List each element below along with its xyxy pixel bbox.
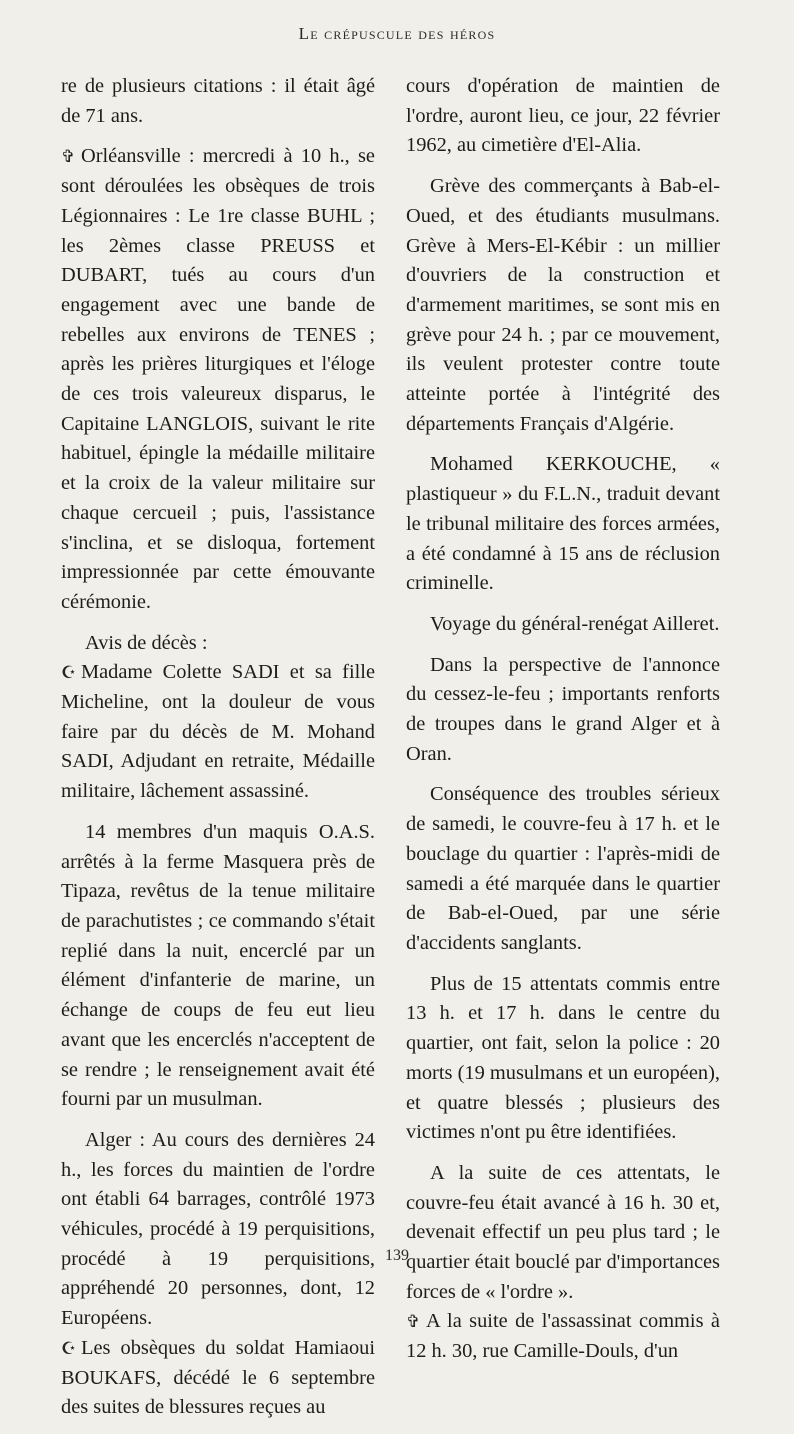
paragraph-text: Les obsèques du soldat Hamiaoui BOUKAFS, décédé le 6 septembre des suites de blessures reçues au bbox=[61, 1336, 375, 1419]
paragraph: Voyage du général-renégat Ailleret. bbox=[430, 612, 720, 635]
paragraph-death-notice bbox=[61, 658, 375, 807]
left-column bbox=[61, 72, 375, 1434]
christian-cross-icon: ✞ bbox=[406, 1312, 421, 1332]
paragraph: re de plusieurs citations : il était âgé de 71 ans. bbox=[61, 75, 375, 127]
paragraph: Plus de 15 attentats commis entre 13 h. et 17 h. dans le centre du quartier, ont fait, selon la police : 20 morts (19 musulmans et un européen), et quatre blessés ; plusieurs des victimes n'ont pu être identifiées. bbox=[406, 972, 720, 1144]
right-column bbox=[406, 72, 720, 1378]
paragraph-text: A la suite de l'assassinat commis à 12 h. 30, rue Camille-Douls, d'un bbox=[406, 1310, 720, 1363]
paragraph-funeral bbox=[61, 1334, 375, 1423]
paragraph: Alger : Au cours des dernières 24 h., les forces du maintien de l'ordre ont établi 64 barrages, contrôlé 1973 véhicules, procédé à 19 perquisitions, procédé à 19 perquisitions, appréhendé 20 personnes, dont, 12 Européens. bbox=[61, 1128, 375, 1330]
paragraph: 14 membres d'un maquis O.A.S. arrêtés à la ferme Masquera près de Tipaza, revêtus de la tenue militaire de parachutistes ; ce commando s'était replié dans la nuit, encerclé par un élément d'infanterie de marine, un échange de coups de feu eut lieu avant que les encerclés n'acceptent de se rendre ; le renseignement avait été fourni par un musulman. bbox=[61, 820, 375, 1111]
paragraph-text: Orléansville : mercredi à 10 h., se sont déroulées les obsèques de trois Légionnaires : Le 1re classe BUHL ; les 2èmes classe PREUSS et DUBART, tués au cours d'un engagement avec une bande de rebelles aux environs de TENES ; après les prières liturgiques et l'éloge de ces trois valeureux disparus, le Capitaine LANGLOIS, suivant le rite habituel, épingle la médaille militaire et la croix de la valeur militaire sur chaque cercueil ; puis, l'assistance s'inclina, et se disloqua, fortement impressionnée par cette émouvante cérémonie. bbox=[61, 145, 375, 613]
paragraph: Mohamed KERKOUCHE, « plastiqueur » du F.L.N., traduit devant le tribunal militaire des forces armées, a été condamné à 15 ans de réclusion criminelle. bbox=[406, 453, 720, 595]
paragraph: Grève des commerçants à Bab-el-Oued, et des étudiants musulmans. Grève à Mers-El-Kébir : un millier d'ouvriers de la construction et d'armement maritimes, se sont mis en grève pour 24 h. ; par ce mouvement, ils veulent protester contre toute atteinte portée à l'intégrité des départements Français d'Algérie. bbox=[406, 175, 720, 435]
paragraph: Dans la perspective de l'annonce du cessez-le-feu ; importants renforts de troupes dans le grand Alger et à Oran. bbox=[406, 653, 720, 765]
paragraph: Conséquence des troubles sérieux de samedi, le couvre-feu à 17 h. et le bouclage du quartier : l'après-midi de samedi a été marquée dans le quartier de Bab-el-Oued, par une série d'accidents sanglants. bbox=[406, 783, 720, 954]
paragraph-text: Madame Colette SADI et sa fille Micheline, ont la douleur de vous faire par du décès de M. Mohand SADI, Adjudant en retraite, Médaille militaire, lâchement assassiné. bbox=[61, 661, 375, 803]
paragraph-orleansville bbox=[61, 142, 375, 617]
paragraph-avis-deces: Avis de décès : bbox=[85, 631, 208, 654]
crescent-star-icon: ☪ bbox=[61, 663, 77, 683]
paragraph: cours d'opération de maintien de l'ordre, auront lieu, ce jour, 22 février 1962, au cimetière d'El-Alia. bbox=[406, 75, 720, 157]
paragraph-assassination bbox=[406, 1307, 720, 1366]
paragraph: A la suite de ces attentats, le couvre-feu était avancé à 16 h. 30 et, devenait effectif un peu plus tard ; le quartier était bouclé par d'importances forces de « l'ordre ». bbox=[406, 1161, 720, 1303]
page-number: 139 bbox=[385, 1247, 409, 1264]
crescent-star-icon: ☪ bbox=[61, 1338, 77, 1358]
christian-cross-icon: ✞ bbox=[61, 147, 76, 167]
running-title: Le crépuscule des héros bbox=[298, 24, 496, 43]
